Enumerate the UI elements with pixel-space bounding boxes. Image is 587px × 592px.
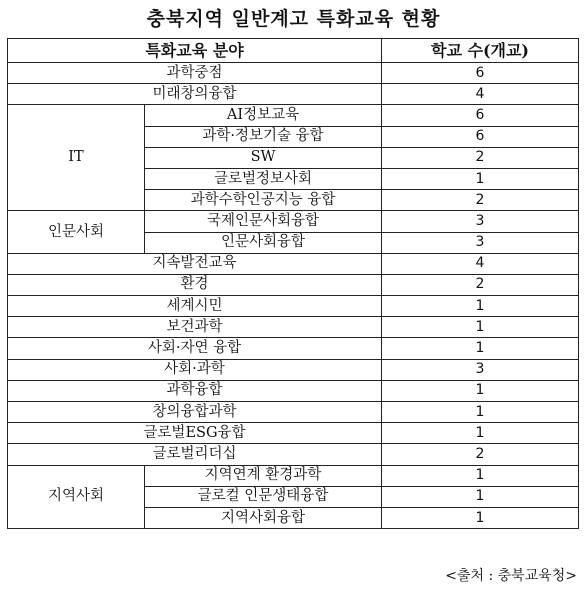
count-cell: 2 [382,444,579,465]
subfield-cell: 과학수학인공지능 융합 [145,190,382,211]
count-cell: 6 [382,63,579,84]
field-cell: 창의융합과학 [8,402,382,423]
count-cell: 1 [382,465,579,486]
count-cell: 1 [382,317,579,338]
count-cell: 2 [382,190,579,211]
count-cell: 1 [382,338,579,359]
field-cell: 사회·자연 융합 [8,338,382,359]
count-cell: 1 [382,507,579,528]
count-cell: 1 [382,486,579,507]
subfield-cell: 글로컬 인문생태융합 [145,486,382,507]
table-row [8,253,579,274]
specialized-education-table [7,38,579,529]
count-cell: 3 [382,232,579,253]
count-cell: 1 [382,296,579,317]
group-cell-humanities: 인문사회 [8,211,145,253]
table-row [8,296,579,317]
source-note: <출처 : 충북교육청> [445,568,577,584]
count-cell: 2 [382,274,579,295]
header-field: 특화교육 분야 [8,39,382,63]
count-cell: 6 [382,105,579,126]
table-header-row [8,39,579,63]
field-cell: 과학중점 [8,63,382,84]
field-cell: 보건과학 [8,317,382,338]
group-cell-it: IT [8,105,145,211]
count-cell: 1 [382,423,579,444]
field-cell: 환경 [8,274,382,295]
subfield-cell: 인문사회융합 [145,232,382,253]
header-count: 학교 수(개교) [382,39,579,63]
table-row [8,63,579,84]
subfield-cell: 지역연계 환경과학 [145,465,382,486]
field-cell: 과학융합 [8,380,382,401]
subfield-cell: 글로벌정보사회 [145,168,382,189]
count-cell: 1 [382,402,579,423]
field-cell: 사회·과학 [8,359,382,380]
count-cell: 2 [382,147,579,168]
table-row [8,274,579,295]
field-cell: 글로벌ESG융합 [8,423,382,444]
count-cell: 3 [382,211,579,232]
table-row [8,211,579,232]
count-cell: 4 [382,253,579,274]
field-cell: 글로벌리더십 [8,444,382,465]
document-title: 충북지역 일반계고 특화교육 현황 [146,8,441,30]
count-cell: 4 [382,84,579,105]
table-row [8,84,579,105]
field-cell: 미래창의융합 [8,84,382,105]
field-cell: 지속발전교육 [8,253,382,274]
subfield-cell: SW [145,147,382,168]
table-row [8,444,579,465]
count-cell: 6 [382,126,579,147]
subfield-cell: 지역사회융합 [145,507,382,528]
table-row [8,423,579,444]
subfield-cell: 과학·정보기술 융합 [145,126,382,147]
subfield-cell: 국제인문사회융합 [145,211,382,232]
field-cell: 세계시민 [8,296,382,317]
count-cell: 1 [382,168,579,189]
table-row [8,338,579,359]
table-row [8,402,579,423]
count-cell: 1 [382,380,579,401]
table-row [8,359,579,380]
subfield-cell: AI정보교육 [145,105,382,126]
table-row [8,317,579,338]
table-row [8,105,579,126]
table-row [8,465,579,486]
table-row [8,380,579,401]
group-cell-community: 지역사회 [8,465,145,529]
count-cell: 3 [382,359,579,380]
